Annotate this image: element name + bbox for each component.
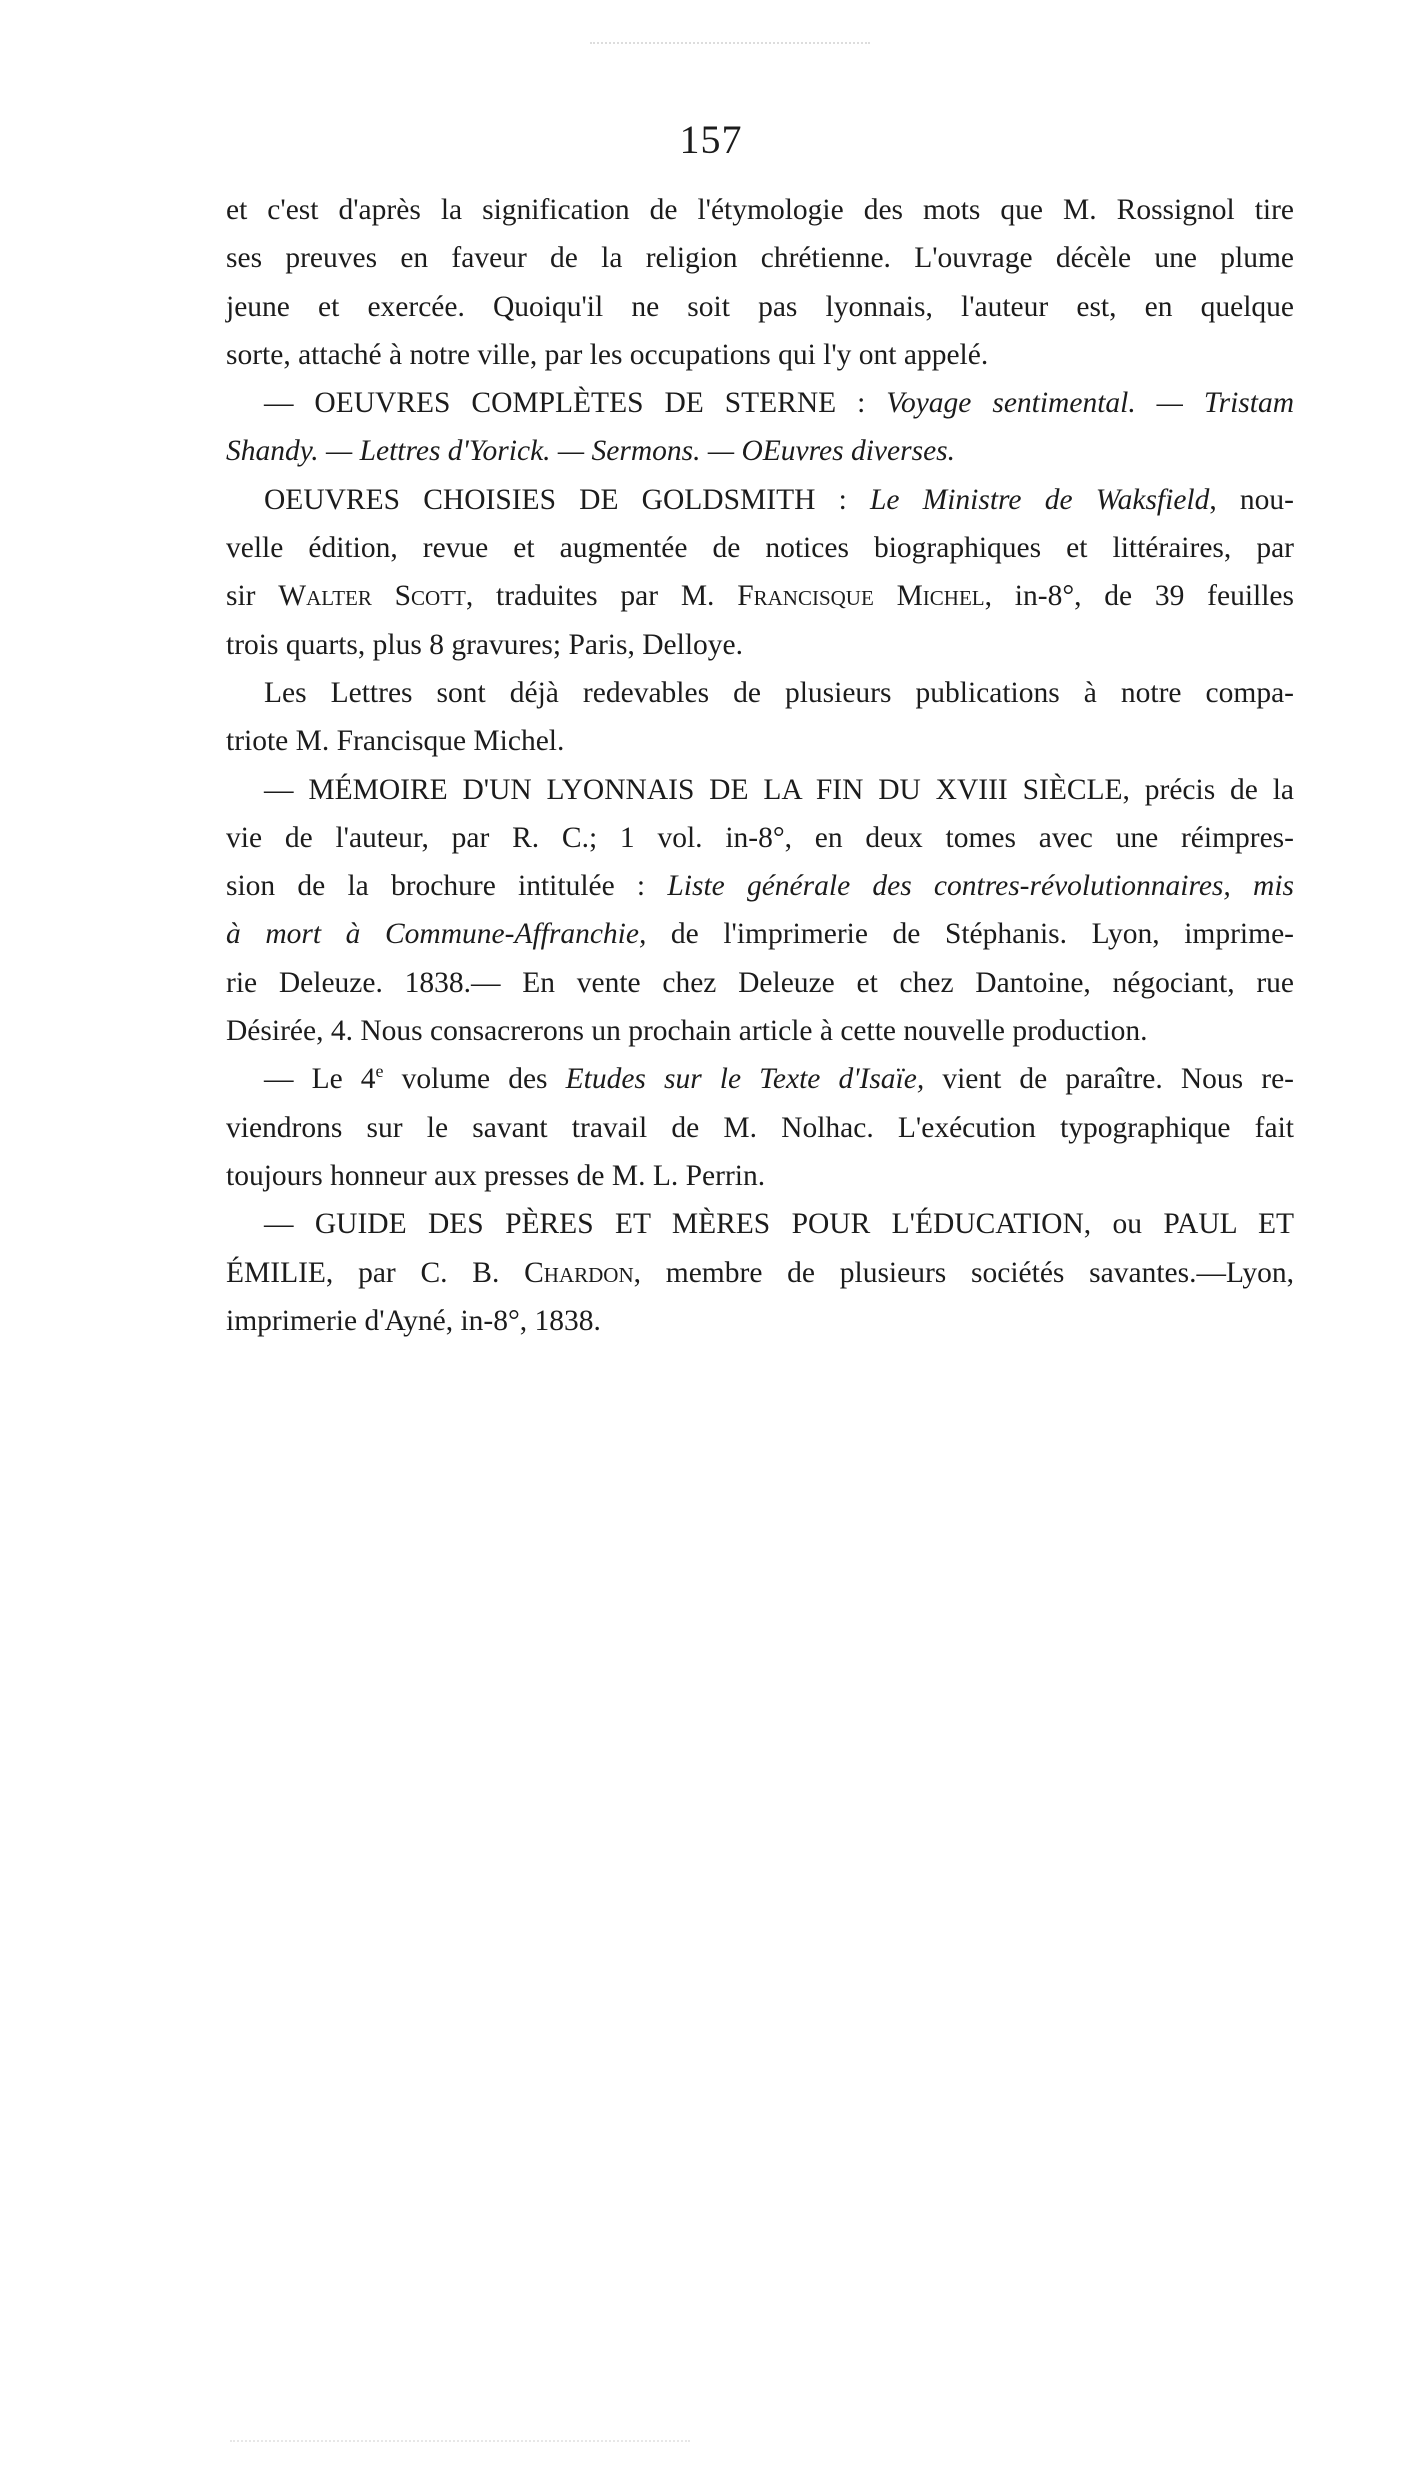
brochure-title: à mort à Commune-Affranchie, [226,918,647,951]
text-line [226,910,1294,958]
text-fragment: sir [226,580,279,613]
text-fragment: , in-8°, de 39 feuilles [984,580,1294,613]
text-line [226,427,1294,475]
text-fragment: sion de la brochure intitulée : [226,870,668,903]
text-fragment: vient de paraître. Nous re- [924,1063,1294,1096]
text-fragment: de l'imprimerie de Stéphanis. Lyon, imprime- [646,918,1294,951]
article-body [226,186,1294,1345]
text-line [226,1249,1294,1297]
text-fragment: ÉMILIE, par C. B. [226,1256,525,1289]
entry-title: OEUVRES CHOISIES DE GOLDSMITH : [264,483,870,516]
translator-name: Francisque Michel [737,580,985,613]
text-line [226,862,1294,910]
text-fragment: — Le 4 [264,1063,376,1096]
text-line: triote M. Francisque Michel. [226,725,565,758]
text-line: vie de l'auteur, par R. C.; 1 vol. in-8°, en deux tomes avec une réimpres- [226,821,1294,854]
text-line: trois quarts, plus 8 gravures; Paris, Delloye. [226,628,743,661]
text-line: toujours honneur aux presses de M. L. Perrin. [226,1159,766,1192]
text-line: viendrons sur le savant travail de M. Nolhac. L'exécution typographique fait [226,1111,1294,1144]
text-line: et c'est d'après la signification de l'étymologie des mots que M. Rossignol tire [226,194,1294,226]
text-line: imprimerie d'Ayné, in-8°, 1838. [226,1304,601,1337]
text-line: sorte, attaché à notre ville, par les occupations qui l'y ont appelé. [226,338,989,371]
author-name: Chardon [524,1256,634,1289]
page-number: 157 [679,117,743,162]
scan-specks-top [590,42,870,58]
text-line: ses preuves en faveur de la religion chrétienne. L'ouvrage décèle une plume [226,242,1294,275]
text-fragment: , nou- [1209,483,1294,516]
text-line: velle édition, revue et augmentée de notices biographiques et littéraires, par [226,532,1294,565]
text-line: Les Lettres sont déjà redevables de plusieurs publications à notre compa- [264,676,1294,709]
text-fragment: volume des [383,1063,566,1096]
text-line [226,476,1294,524]
text-line: jeune et exercée. Quoiqu'il ne soit pas lyonnais, l'auteur est, en quelque [226,290,1294,323]
entry-work-title: Le Ministre de Waksfield [869,483,1210,516]
book-title: Etudes sur le Texte d'Isaïe, [565,1063,925,1096]
entry-works: Shandy. — Lettres d'Yorick. — Sermons. — OEuvres diverses. [226,435,956,468]
text-fragment: , traduites par M. [465,580,738,613]
text-line [226,1055,1294,1103]
text-line [226,572,1294,620]
text-fragment: , membre de plusieurs sociétés savantes.—Lyon, [633,1256,1294,1289]
text-line: Désirée, 4. Nous consacrerons un prochain article à cette nouvelle production. [226,1015,1148,1048]
text-line: — GUIDE DES PÈRES ET MÈRES POUR L'ÉDUCATION, ou PAUL ET [264,1208,1294,1241]
text-line [226,379,1294,427]
superscript: e [375,1061,384,1082]
brochure-title: Liste générale des contres-révolutionnaires, mis [667,870,1294,903]
text-line: rie Deleuze. 1838.— En vente chez Deleuze et chez Dantoine, négociant, rue [226,966,1294,999]
scan-specks-bottom [230,2440,690,2450]
author-name: Walter Scott [278,580,466,613]
entry-works: Voyage sentimental. — Tristam [886,387,1295,420]
text-line: — MÉMOIRE D'UN LYONNAIS DE LA FIN DU XVIII SIÈCLE, précis de la [264,773,1294,806]
entry-title: — OEUVRES COMPLÈTES DE STERNE : [264,387,887,420]
